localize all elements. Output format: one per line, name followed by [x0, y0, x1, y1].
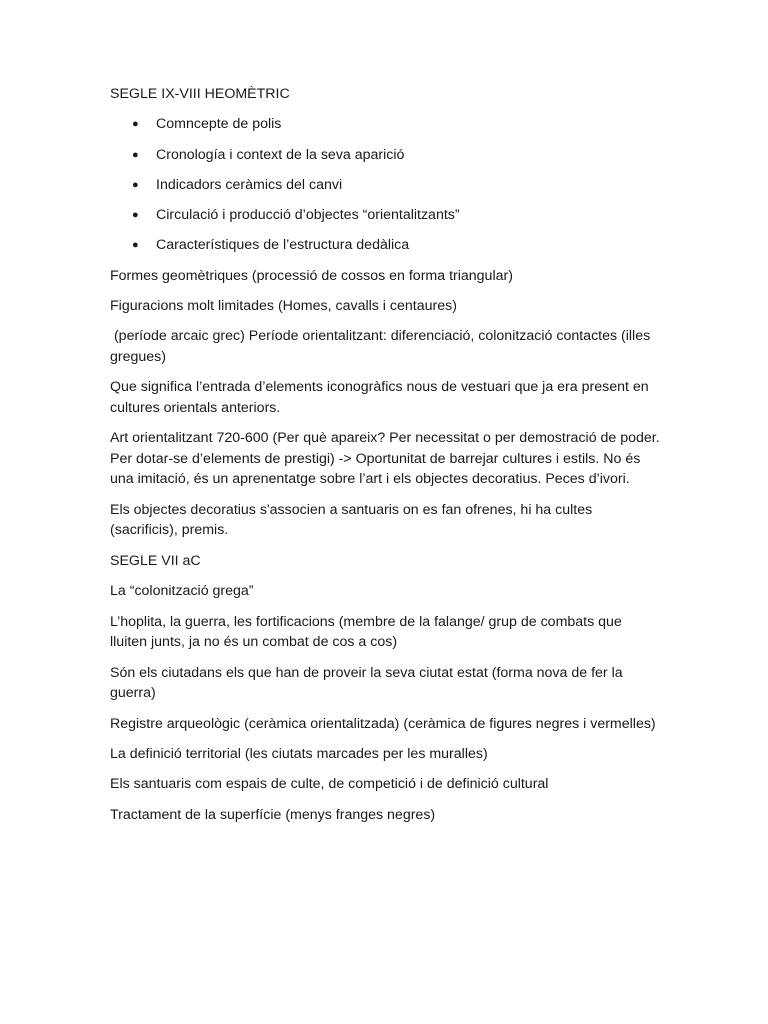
bullet-icon: ● [132, 178, 139, 191]
paragraph: Formes geomètriques (processió de cossos en forma triangular) [110, 267, 513, 284]
paragraph: Figuracions molt limitades (Homes, cavalls i centaures) [110, 297, 457, 314]
bullet-item [110, 145, 660, 166]
bullet-icon: ● [132, 239, 139, 252]
bullet-item [110, 114, 660, 135]
paragraph: La definició territorial (les ciutats marcades per les muralles) [110, 745, 488, 762]
bullet-item [110, 205, 660, 226]
section-heading: SEGLE IX-VIII HEOMÈTRIC [110, 86, 290, 102]
document-body [110, 84, 660, 835]
bullet-icon: ● [132, 208, 139, 221]
paragraph: Art orientalitzant 720-600 (Per què apareix? Per necessitat o per demostració de poder. Per dotar-se d’elements de prestigi) -> Oportunitat de barrejar cultures i estils. No és una imitació, és un aprenentatge sobre l’art i els objectes decoratius. Peces d’ivori. [110, 430, 660, 488]
paragraph: Que significa l’entrada d’elements iconogràfics nous de vestuari que ja era present en cultures orientals anteriors. [110, 379, 649, 416]
bullet-icon: ● [132, 148, 139, 161]
paragraph: L’hoplita, la guerra, les fortificacions (membre de la falange/ grup de combats que lluiten junts, ja no és un combat de cos a cos) [110, 613, 622, 651]
paragraph: La “colonització grega” [110, 583, 254, 600]
bullet-text: Cronología i context de la seva aparició [156, 146, 405, 163]
bullet-text: Característiques de l’estructura dedàlica [156, 237, 410, 254]
section-heading: SEGLE VII aC [110, 552, 201, 569]
paragraph: Els objectes decoratius s'associen a santuaris on es fan ofrenes, hi ha cultes (sacrificis), premis. [110, 501, 593, 539]
paragraph: Els santuaris com espais de culte, de competició i de definició cultural [110, 776, 549, 793]
paragraph: Tractament de la superfície (menys franges negres) [110, 806, 436, 823]
bullet-item [110, 175, 660, 196]
bullet-text: Comncepte de polis [156, 116, 282, 133]
bullet-text: Circulació i producció d’objectes “orientalitzants” [156, 206, 460, 223]
paragraph: (període arcaic grec) Període orientalitzant: diferenciació, colonització contactes (illes gregues) [110, 328, 655, 365]
paragraph: Registre arqueològic (ceràmica orientalitzada) (ceràmica de figures negres i vermelles) [110, 715, 656, 732]
bullet-item [110, 235, 660, 256]
bullet-text: Indicadors ceràmics del canvi [156, 176, 343, 193]
bullet-icon: ● [132, 118, 139, 131]
paragraph: Són els ciutadans els que han de proveir la seva ciutat estat (forma nova de fer la guerra) [110, 664, 623, 702]
bullet-list [110, 114, 660, 255]
